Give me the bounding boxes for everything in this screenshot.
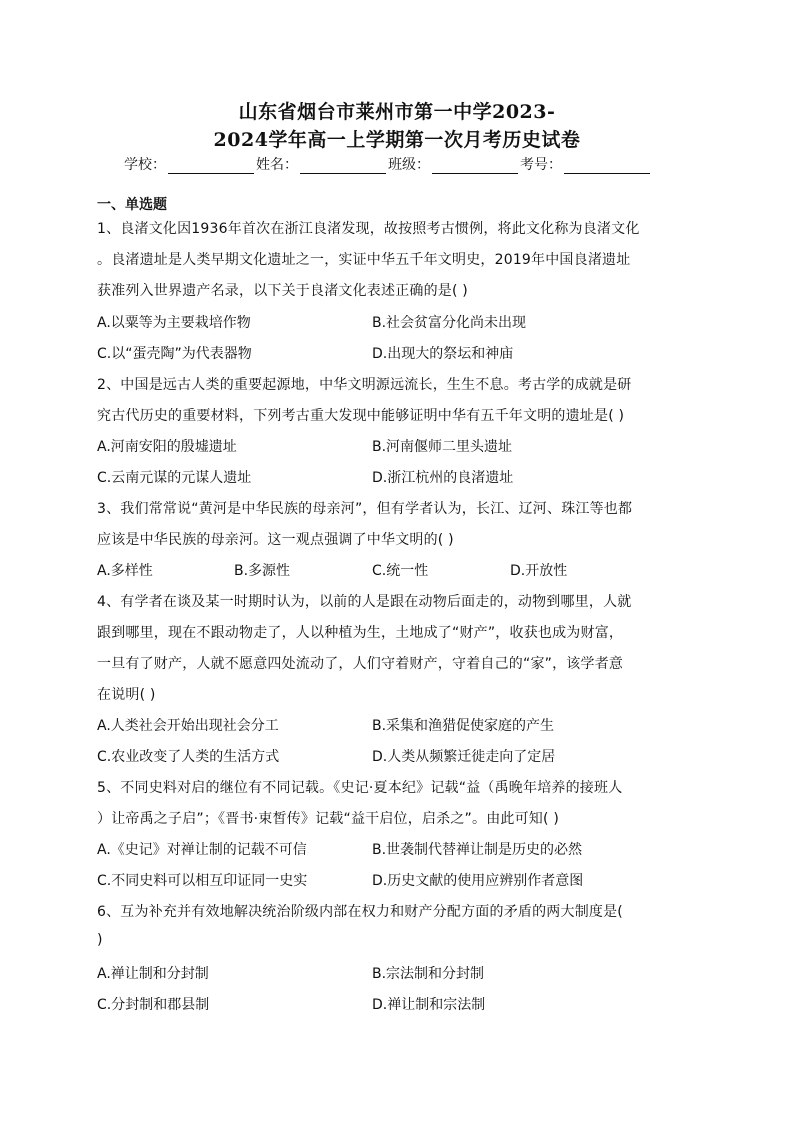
question-1-line-1: 1、良渚文化因1936年首次在浙江良渚发现，故按照考古惯例，将此文化称为良渚文化	[97, 221, 640, 237]
question-4-line-3: 一旦有了财产，人就不愿意四处流动了，人们守着财产，守着自己的“家”，该学者意	[97, 656, 624, 672]
question-4-option-a[interactable]: A.人类社会开始出现社会分工	[97, 718, 279, 734]
question-2-option-c[interactable]: C.云南元谋的元谋人遗址	[97, 470, 252, 486]
question-5-option-a[interactable]: A.《史记》对禅让制的记载不可信	[97, 842, 307, 858]
question-5-option-d[interactable]: D.历史文献的使用应辨别作者意图	[372, 873, 584, 889]
question-2-option-a[interactable]: A.河南安阳的殷墟遗址	[97, 439, 237, 455]
exam-title-line1: 山东省烟台市莱州市第一中学2023-	[238, 101, 556, 123]
question-2-option-d[interactable]: D.浙江杭州的良渚遗址	[372, 470, 514, 486]
exam-no-blank	[564, 159, 650, 174]
question-4-line-4: 在说明( )	[97, 687, 156, 703]
question-1-option-c[interactable]: C.以“蛋壳陶”为代表器物	[97, 346, 252, 362]
question-5-line-2: ）让帝禹之子启”；《晋书·束皙传》记载“益干启位，启杀之”。由此可知( )	[97, 811, 559, 827]
question-6-option-d[interactable]: D.禅让制和宗法制	[372, 997, 486, 1013]
question-1-option-d[interactable]: D.出现大的祭坛和神庙	[372, 346, 514, 362]
question-4-option-d[interactable]: D.人类从频繁迁徙走向了定居	[372, 749, 556, 765]
question-1-line-2: 。良渚遗址是人类早期文化遗址之一，实证中华五千年文明史，2019年中国良渚遗址	[97, 252, 631, 268]
name-label: 姓名：	[256, 157, 298, 173]
question-2-option-b[interactable]: B.河南偃师二里头遗址	[372, 439, 513, 455]
name-blank	[300, 159, 386, 174]
question-3-option-b[interactable]: B.多源性	[234, 563, 291, 579]
question-3-option-c[interactable]: C.统一性	[372, 563, 429, 579]
question-4-line-1: 4、有学者在谈及某一时期时认为，以前的人是跟在动物后面走的，动物到哪里，人就	[97, 594, 632, 610]
question-1-line-3: 获准列入世界遗产名录，以下关于良渚文化表述正确的是( )	[97, 283, 468, 299]
question-6-option-b[interactable]: B.宗法制和分封制	[372, 966, 485, 982]
question-4-option-b[interactable]: B.采集和渔猎促使家庭的产生	[372, 718, 555, 734]
question-6-line-1: 6、互为补充并有效地解决统治阶级内部在权力和财产分配方面的矛盾的两大制度是(	[97, 904, 623, 920]
question-4-line-2: 跟到哪里，现在不跟动物走了，人以种植为生，土地成了“财产”，收获也成为财富，	[97, 625, 624, 641]
question-1-option-b[interactable]: B.社会贫富分化尚未出现	[372, 315, 527, 331]
question-6-line-2: )	[97, 932, 103, 948]
exam-title-line2: 2024学年高一上学期第一次月考历史试卷	[213, 129, 581, 151]
school-label: 学校：	[124, 157, 166, 173]
question-1-option-a[interactable]: A.以粟等为主要栽培作物	[97, 315, 251, 331]
exam-no-label: 考号：	[520, 157, 562, 173]
class-blank	[432, 159, 518, 174]
class-label: 班级：	[388, 157, 430, 173]
question-5-line-1: 5、不同史料对启的继位有不同记载。《史记·夏本纪》记载“益（禹晚年培养的接班人	[97, 780, 623, 796]
question-5-option-b[interactable]: B.世袭制代替禅让制是历史的必然	[372, 842, 583, 858]
question-2-line-1: 2、中国是远古人类的重要起源地，中华文明源远流长，生生不息。考古学的成就是研	[97, 377, 632, 393]
school-blank	[168, 159, 254, 174]
question-3-option-d[interactable]: D.开放性	[510, 563, 568, 579]
question-3-line-1: 3、我们常常说“黄河是中华民族的母亲河”，但有学者认为，长江、辽河、珠江等也都	[97, 501, 633, 517]
question-3-line-2: 应该是中华民族的母亲河。这一观点强调了中华文明的( )	[97, 532, 454, 548]
question-2-line-2: 究古代历史的重要材料，下列考古重大发现中能够证明中华有五千年文明的遗址是( )	[97, 408, 625, 424]
question-6-option-a[interactable]: A.禅让制和分封制	[97, 966, 209, 982]
question-6-option-c[interactable]: C.分封制和郡县制	[97, 997, 210, 1013]
section-heading: 一、单选题	[97, 197, 167, 213]
question-4-option-c[interactable]: C.农业改变了人类的生活方式	[97, 749, 280, 765]
question-5-option-c[interactable]: C.不同史料可以相互印证同一史实	[97, 873, 308, 889]
question-3-option-a[interactable]: A.多样性	[97, 563, 153, 579]
student-info-row	[124, 154, 652, 174]
